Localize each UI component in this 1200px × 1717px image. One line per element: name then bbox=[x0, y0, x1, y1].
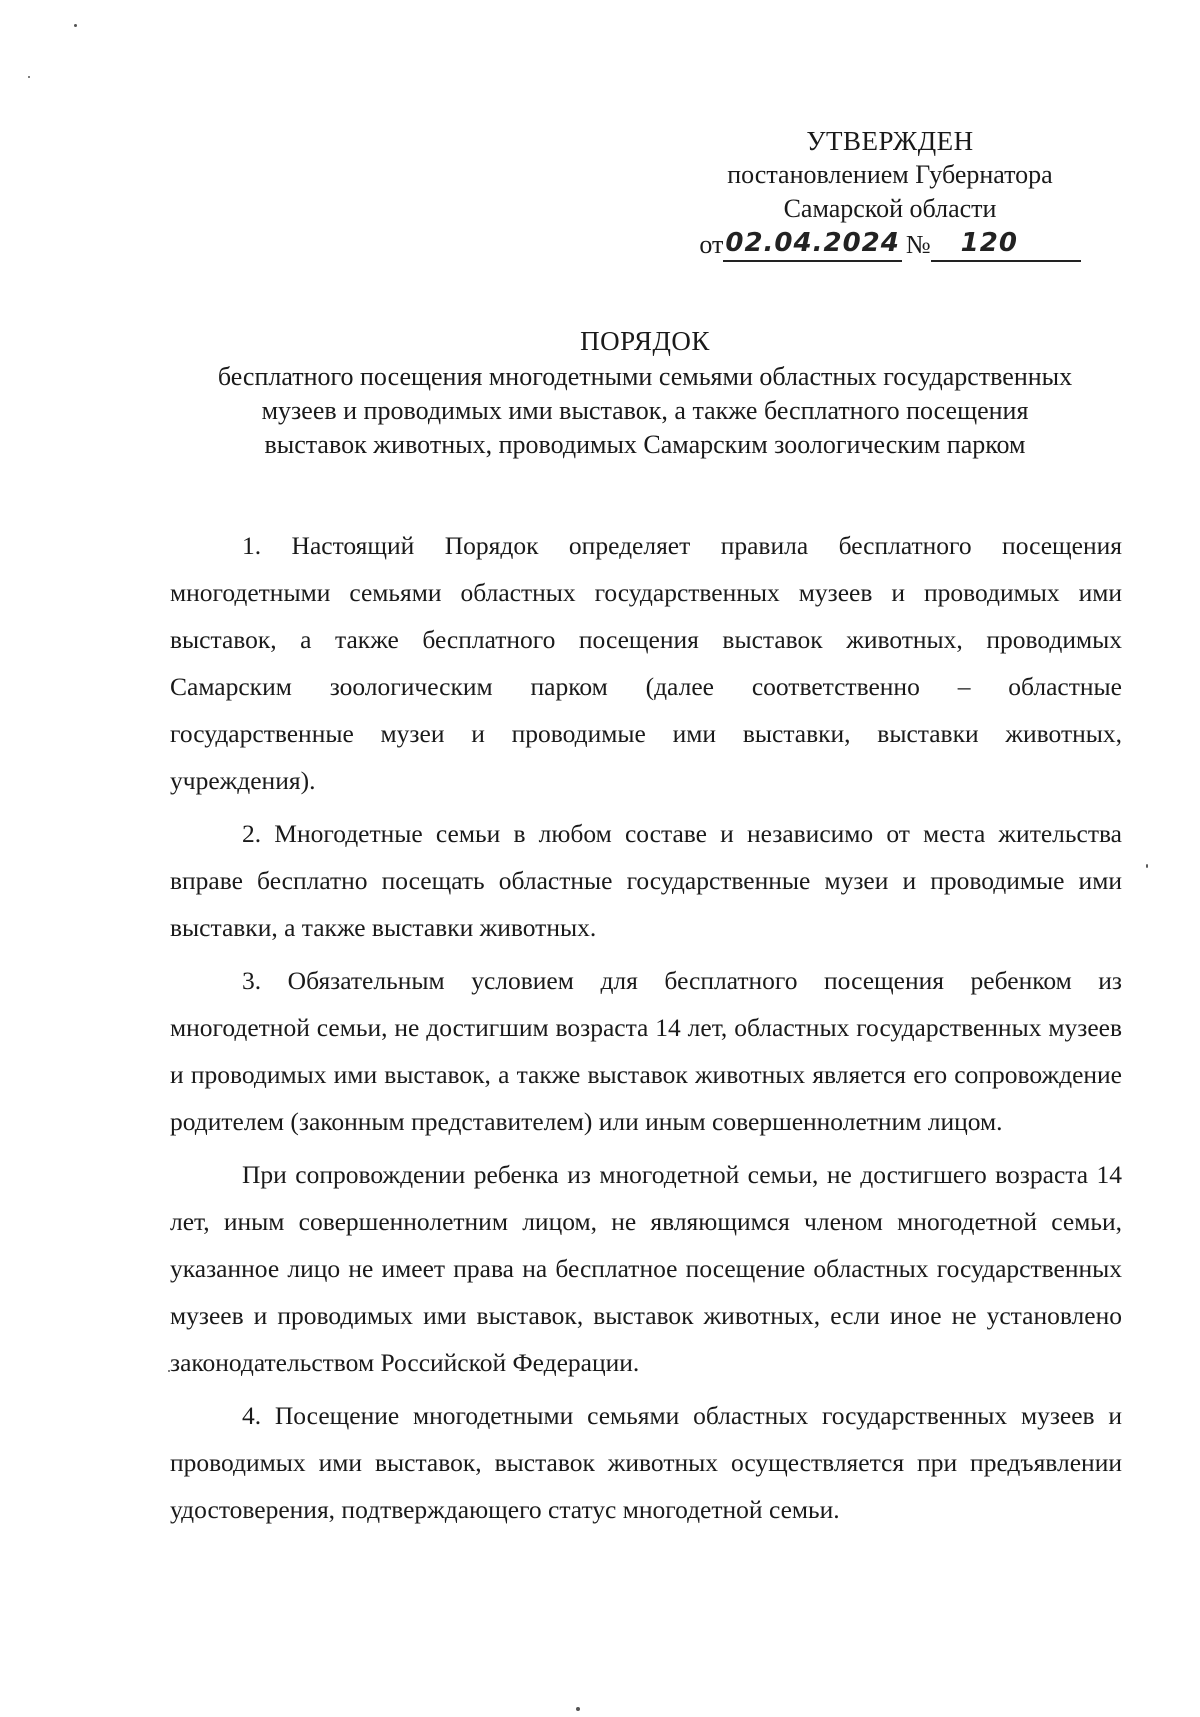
date-prefix: от bbox=[699, 230, 724, 259]
scan-speck bbox=[28, 76, 30, 78]
handwritten-number: 120 bbox=[931, 226, 1081, 262]
title-subtitle-line-2: музеев и проводимых ими выставок, а также бесплатного посещения bbox=[261, 396, 1029, 425]
title-heading: ПОРЯДОК bbox=[580, 326, 710, 356]
handwritten-date: 02.04.2024 bbox=[723, 226, 901, 262]
document-body bbox=[170, 522, 1122, 1533]
paragraph-3-continued: При сопровождении ребенка из многодетной семьи, не достигшего возраста 14 лет, иным совершеннолетним лицом, не являющимся членом многодетной семьи, указанное лицо не имеет права на бесплатное посещение областных государственных музеев и проводимых ими выставок, выставок животных, если иное не установлено законодательством Российской Федерации. bbox=[170, 1160, 1122, 1377]
paragraph-2: 2. Многодетные семьи в любом составе и независимо от места жительства вправе бесплатно посещать областные государственные музеи и проводимые ими выставки, а также выставки животных. bbox=[170, 819, 1122, 942]
approval-line-2: Самарской области bbox=[783, 194, 997, 223]
approval-line-1: постановлением Губернатора bbox=[727, 160, 1053, 189]
scan-speck bbox=[576, 1707, 580, 1711]
approval-title: УТВЕРЖДЕН bbox=[806, 126, 974, 156]
approval-date-line bbox=[700, 226, 1080, 262]
approval-block bbox=[700, 124, 1080, 262]
paragraph-3: 3. Обязательным условием для бесплатного посещения ребенком из многодетной семьи, не достигшим возраста 14 лет, областных государственных музеев и проводимых ими выставок, а также выставок животных является его сопровождение родителем (законным представителем) или иным совершеннолетним лицом. bbox=[170, 966, 1122, 1136]
scan-speck bbox=[1146, 864, 1148, 868]
paragraph-1: 1. Настоящий Порядок определяет правила бесплатного посещения многодетными семьями областных государственных музеев и проводимых ими выставок, а также бесплатного посещения выставок животных, проводимых Самарским зоологическим парком (далее соответственно – областные государственные музеи и проводимые ими выставки, выставки животных, учреждения). bbox=[170, 531, 1122, 795]
title-subtitle-line-1: бесплатного посещения многодетными семьями областных государственных bbox=[217, 362, 1073, 391]
document-title bbox=[150, 324, 1140, 462]
title-subtitle-line-3: выставок животных, проводимых Самарским зоологическим парком bbox=[264, 430, 1026, 459]
number-prefix: № bbox=[905, 230, 931, 259]
scan-speck bbox=[74, 24, 77, 27]
paragraph-4: 4. Посещение многодетными семьями областных государственных музеев и проводимых ими выставок, выставок животных осуществляется при предъявлении удостоверения, подтверждающего статус многодетной семьи. bbox=[170, 1401, 1122, 1524]
